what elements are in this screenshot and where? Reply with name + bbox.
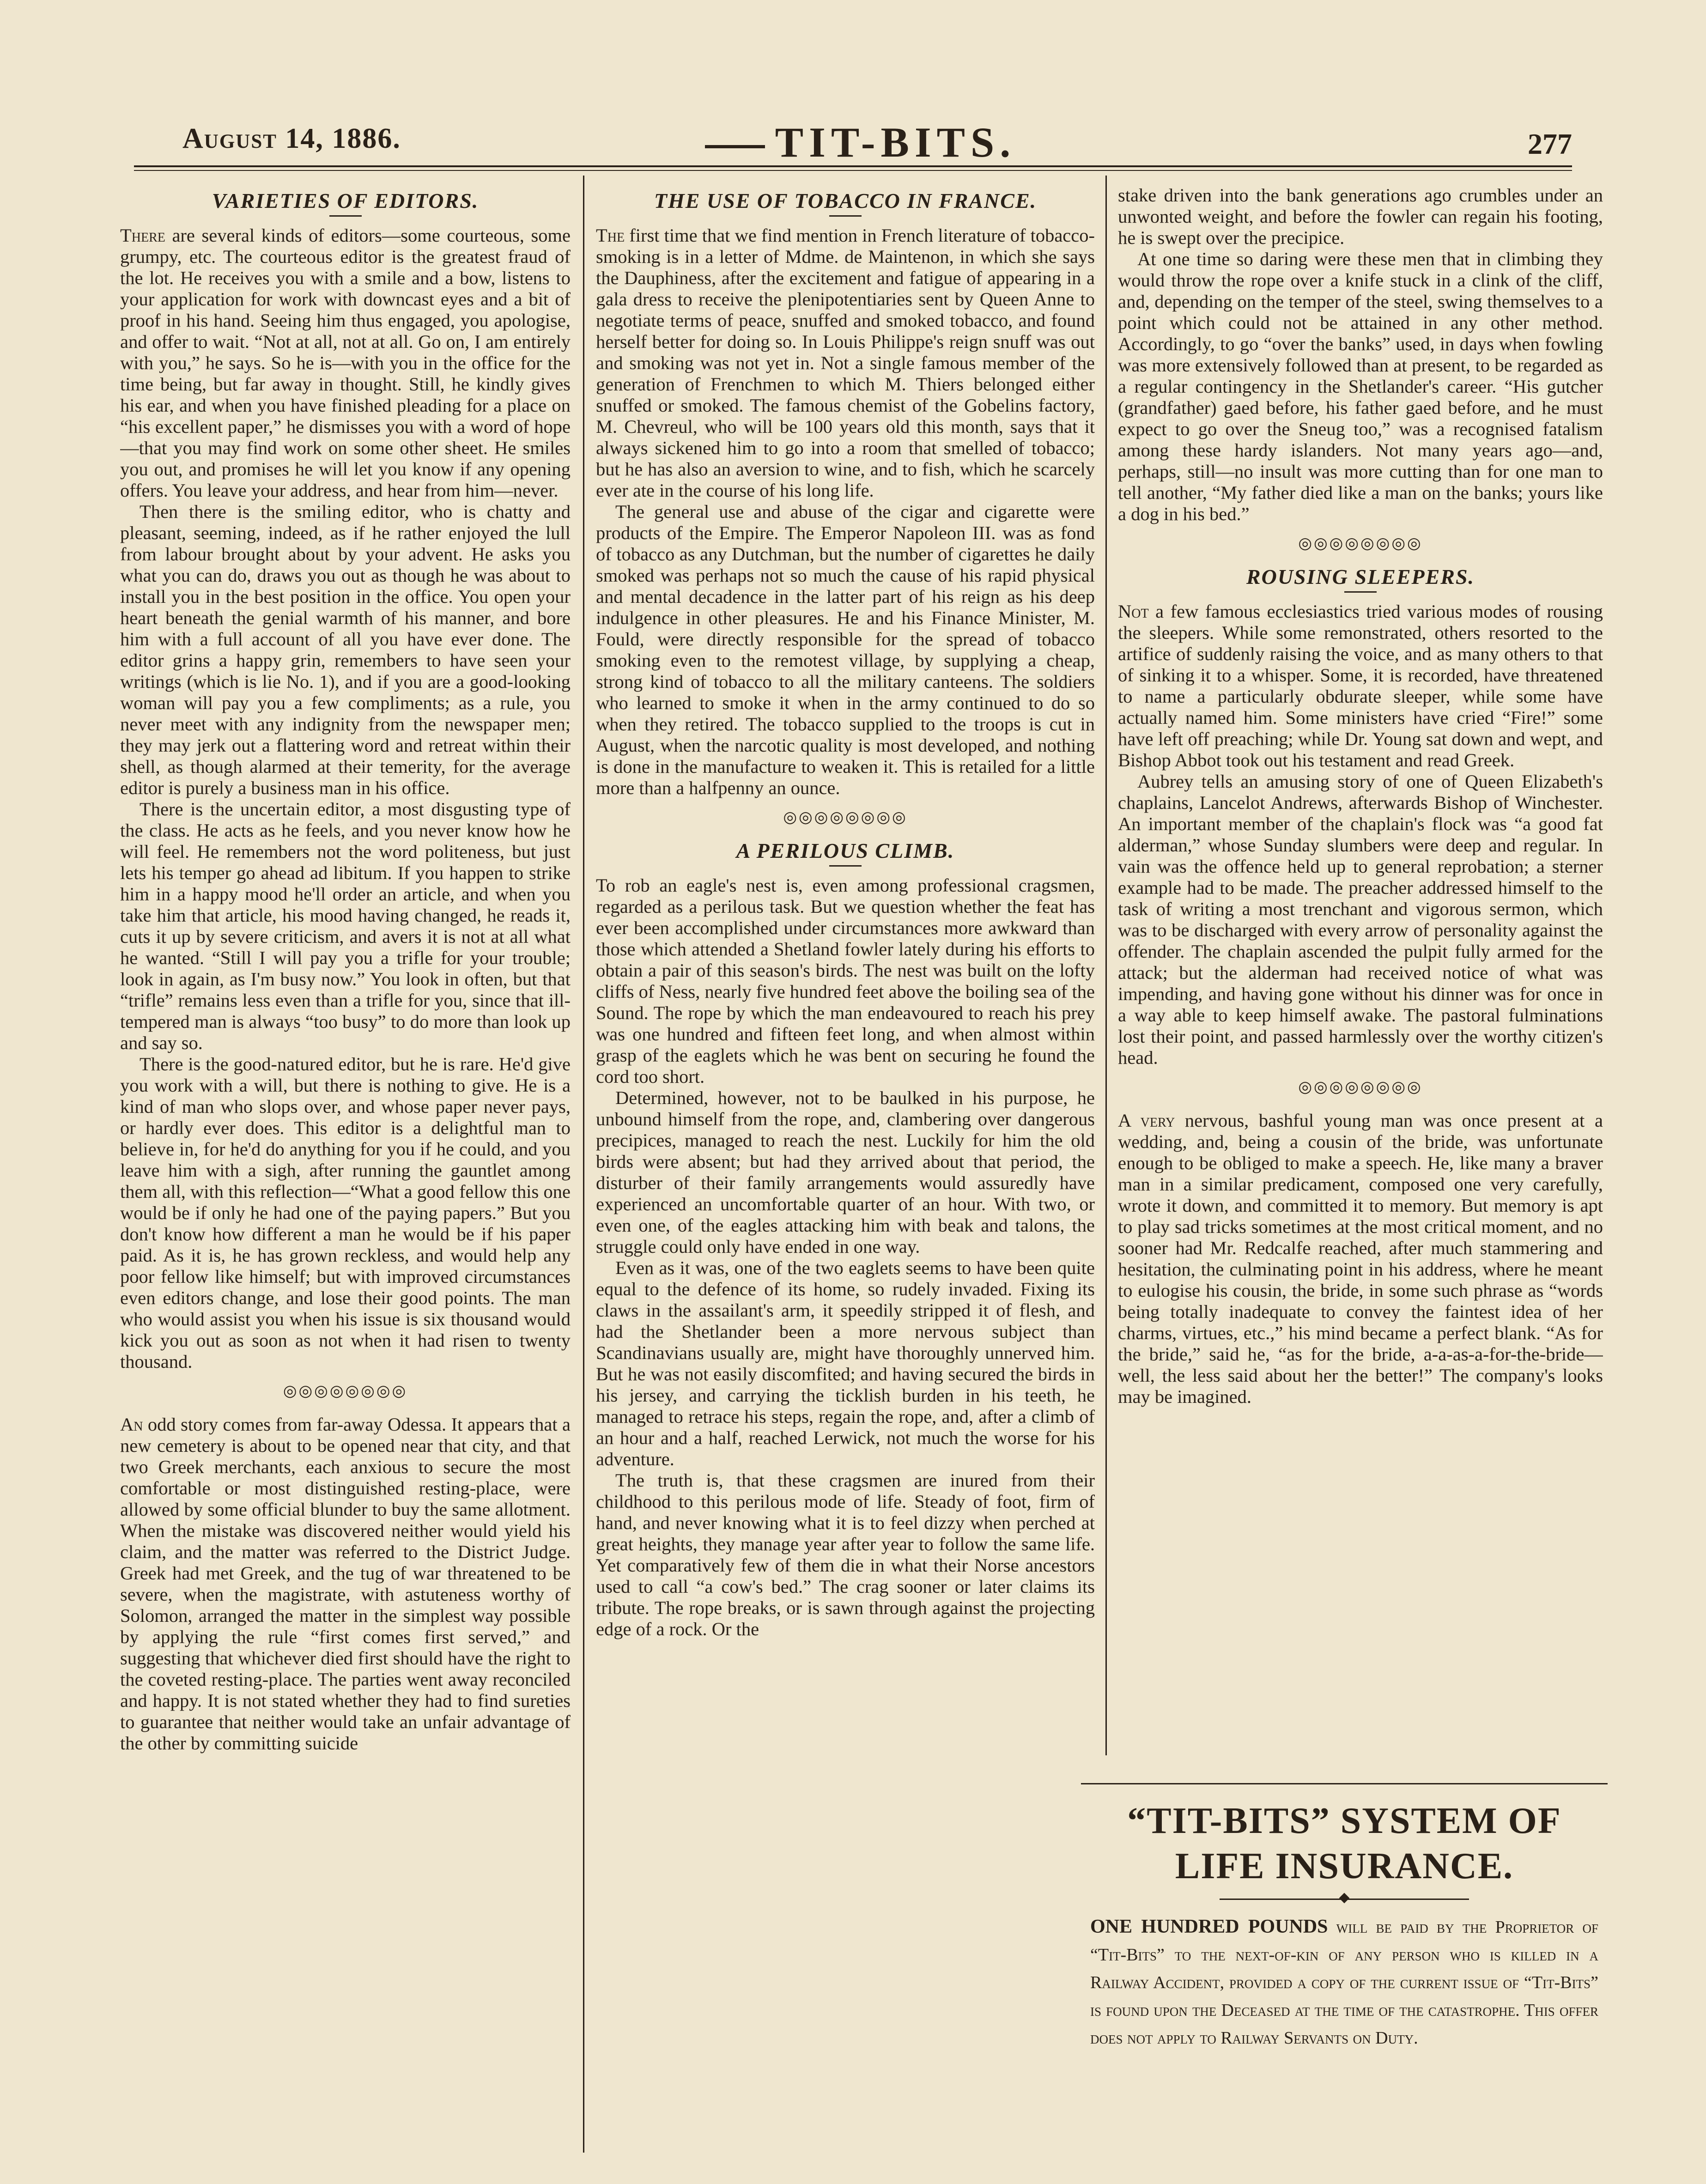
diamond-icon — [1339, 1893, 1350, 1904]
insurance-notice — [1081, 1783, 1608, 2157]
paragraph-text: odd story comes from far-away Odessa. It appears that a new cemetery is about to be opened near that city, and that two Greek merchants, each anxious to secure the most comfortable or most distinguished resting-place, were allowed by some official blunder to buy the same allotment. When the mistake was discovered neither would yield his claim, and the matter was referred to the District Judge. Greek had met Greek, and the tug of war threatened to be severe, when the magistrate, with astuteness worthy of Solomon, arranged the matter in the simplest way possible by applying the rule “first comes first served,” and suggesting that whichever died first should have the right to the coveted resting-place. The parties went away reconciled and happy. It is not stated whether they had to find sureties to guarantee that neither would take an unfair advantage of the other by committing suicide — [120, 1414, 571, 1753]
paragraph-text: nervous, bashful young man was once present at a wedding, and, being a cousin of the bride, was unfortunate enough to be obliged to make a speech. He, like many a braver man in a similar predicament, composed one very carefully, wrote it down, and committed it to memory. But memory is apt to play sad tricks sometimes at the most critical moment, and no sooner had Mr. Redcalfe reached, after much stammering and hesitation, the culminating point in his address, where he meant to eulogise his cousin, the bride, in some such phrase as “words being totally inadequate to convey the faintest idea of her charms, virtues, etc.,” his mind became a perfect blank. “As for the bride,” said he, “as for the bride, a-a-as-a-for-the-bride—well, the less said about her the better!” The company's looks may be imagined. — [1118, 1110, 1603, 1407]
diamond-rule — [1081, 1893, 1608, 1905]
article-paragraph: Even as it was, one of the two eaglets seems to have been quite equal to the defence of its home, so rudely invaded. Fixing its claws in the assailant's arm, it speedily stripped it of flesh, and had the Shetlander been a more nervous subject than Scandinavians usually are, might have thoroughly unnerved him. But he was not easily discomfited; and having secured the birds in his jersey, and carrying the ticklish burden in his teeth, he managed to retrace his steps, regain the rope, and, after a climb of an hour and a half, reached Lerwick, not much the worse for his adventure. — [596, 1257, 1095, 1469]
article-paragraph: Aubrey tells an amusing story of one of Queen Elizabeth's chaplains, Lancelot Andrews, afterwards Bishop of Winchester. An important member of the chaplain's flock was “a good fat alderman,” whose Sunday slumbers were deep and regular. In vain was the offence held up to general reprobation; a sterner example had to be made. The preacher addressed himself to the task of writing a most trenchant and vigorous sermon, which was to be discharged with every arrow of personality against the offender. The chaplain ascended the pulpit fully armed for the attack; but the alderman had received notice of what was impending, and having gone without his dinner was for once in a way able to keep himself awake. The pastoral fulminations lost their point, and passed harmlessly over the worthy citizen's head. — [1118, 771, 1603, 1068]
article-heading: ROUSING SLEEPERS. — [1246, 565, 1475, 588]
article-paragraph: To rob an eagle's nest is, even among professional cragsmen, regarded as a perilous task. But we question whether the feat has ever been accomplished under circumstances more awkward than those which attended a Shetland fowler lately during his efforts to obtain a pair of this season's birds. The nest was built on the lofty cliffs of Ness, nearly five hundred feet above the boiling sea of the Sound. The rope by which the man endeavoured to reach his prey was one hundred and fifteen feet long, and when almost within grasp of the eaglets which he was bent on securing he found the cord too short. — [596, 875, 1095, 1087]
article-heading: VARIETIES OF EDITORS. — [212, 189, 479, 212]
column-left — [120, 185, 571, 2139]
lead-word: A very — [1118, 1110, 1175, 1131]
ornament-divider: ◎◎◎◎◎◎◎◎ — [783, 809, 908, 826]
article-paragraph: Then there is the smiling editor, who is chatty and pleasant, seeming, indeed, as if he rather enjoyed the lull from labour brought about by your advent. He asks you what you can do, draws you out as though he was about to install you in the best position in the office. You open your heart beneath the genial warmth of his manner, and bore him with a full account of all you have ever done. The editor grins a happy grin, remembers to have seen your writings (which is lie No. 1), and if you are a good-looking woman will pay you a few compliments; as a rule, you never meet with any indignity from the newspaper men; they may jerk out a flattering word and retreat within their shell, as though alarmed at their temerity, for the average editor is purely a business man in his office. — [120, 501, 571, 798]
heading-rule — [329, 215, 362, 217]
lead-word: The — [596, 225, 625, 246]
paragraph-text: are several kinds of editors—some courteous, some grumpy, etc. The courteous editor is the greatest fraud of the lot. He receives you with a smile and a bow, listens to your application for work with downcast eyes and a bit of proof in his hand. Seeing him thus engaged, you apologise, and offer to wait. “Not at all, not at all. Go on, I am entirely with you,” he says. So he is—with you in the office for the time being, but far away in thought. Still, he kindly gives his ear, and when you have finished pleading for a place on “his excellent paper,” he dismisses you with a word of hope—that you may find work on some other sheet. He smiles you out, and promises he will let you know if any opening offers. You leave your address, and hear from him—never. — [120, 225, 571, 501]
article-heading: A PERILOUS CLIMB. — [736, 839, 955, 862]
masthead-dash-left — [705, 145, 765, 148]
article-heading: THE USE OF TOBACCO IN FRANCE. — [654, 189, 1037, 212]
article-paragraph: There is the good-natured editor, but he is rare. He'd give you work with a will, but there is nothing to give. He is a kind of man who slops over, and whose paper never pays, or hardly ever does. This editor is a delightful man to believe in, for he'd do anything for you if he could, and you leave him with a sigh, after running the gauntlet among them all, with this reflection—“What a good fellow this one would be if only he had one of the paying papers.” But you don't know how different a man he would be if his paper paid. As it is, he has grown reckless, and would help any poor fellow like himself; but with improved circumstances even editors change, and lose their good points. The man who would assist you when his issue is six thousand would kick you out as soon as not when it had risen to twenty thousand. — [120, 1054, 571, 1372]
issue-date: August 14, 1886. — [182, 123, 401, 154]
notice-title — [1081, 1798, 1608, 1889]
notice-title-line: LIFE INSURANCE. — [1175, 1846, 1514, 1887]
article-paragraph — [120, 225, 571, 501]
page-header — [139, 113, 1572, 164]
article-paragraph: At one time so daring were these men that in climbing they would throw the rope over a knife stuck in a clink of the cliff, and, depending on the temper of the steel, swing themselves to a point which could not be attained in any other method. Accordingly, to go “over the banks” used, in days when fowling was more extensively followed than at present, to be regarded as a regular contingency in the Shetlander's career. “His gutcher (grandfather) gaed before, his father gaed before, and he must expect to go over the Sneug too,” was a recognised fatalism among these hardy islanders. Not many years ago—and, perhaps, still—no insult was more cutting than for one man to tell another, “My father died like a man on the banks; yours like a dog in his bed.” — [1118, 249, 1603, 524]
heading-rule — [829, 865, 862, 867]
article-paragraph: stake driven into the bank generations ago crumbles under an unwonted weight, and before the fowler can regain his footing, he is swept over the precipice. — [1118, 185, 1603, 248]
header-rule — [134, 165, 1572, 167]
article-paragraph — [1118, 1110, 1603, 1407]
ornament-divider: ◎◎◎◎◎◎◎◎ — [283, 1383, 408, 1400]
paragraph-text: first time that we find mention in French literature of tobacco-smoking is in a letter of Mdme. de Maintenon, in which she says the Dauphiness, after the excitement and fatigue of appearing in a gala dress to receive the plenipotentiaries sent by Queen Anne to negotiate terms of peace, snuffed and smoked tobacco, and found herself better for doing so. In Louis Philippe's reign snuff was out and smoking was not yet in. Not a single famous member of the generation of Frenchmen to which M. Thiers belonged either snuffed or smoked. The famous chemist of the Gobelins factory, M. Chevreul, who will be 100 years old this month, says that it always sickened him to go into a room that smelled of tobacco; but he has also an aversion to wine, and to fish, which he scarcely ever ate in the course of his long life. — [596, 225, 1095, 501]
masthead-title: TIT-BITS. — [775, 119, 1016, 166]
lead-word: There — [120, 225, 165, 246]
ornament-divider: ◎◎◎◎◎◎◎◎ — [1298, 535, 1423, 552]
article-paragraph: The general use and abuse of the cigar and cigarette were products of the Empire. The Emperor Napoleon III. was as fond of tobacco as any Dutchman, but the number of cigarettes he daily smoked was perhaps not so much the cause of his rapid physical and mental decadence in the latter part of his reign as his deep indulgence in other pleasures. He and his Finance Minister, M. Fould, were directly responsible for the spread of tobacco smoking even to the remotest village, by supplying a cheap, strong kind of tobacco to all the military canteens. The soldiers who learned to smoke it when in the army continued to do so when they retired. The tobacco supplied to the troops is cut in August, when the narcotic quality is most developed, and nothing is done in the manufacture to weaken it. This is retailed for a little more than a halfpenny an ounce. — [596, 501, 1095, 798]
ornament-divider: ◎◎◎◎◎◎◎◎ — [1298, 1079, 1423, 1096]
header-rule-thin — [134, 170, 1572, 171]
lead-word: Not — [1118, 601, 1149, 622]
article-paragraph — [596, 225, 1095, 501]
notice-text — [1081, 1913, 1608, 2052]
notice-body: will be paid by the Proprietor of “Tit-Bits” to the next-of-kin of any person who is killed in a Railway Accident, provided a copy of the current issue of “Tit-Bits” is found upon the Deceased at the time of the catastrophe. This offer does not apply to Railway Servants on Duty. — [1090, 1917, 1599, 2048]
paragraph-text: a few famous ecclesiastics tried various modes of rousing the sleepers. While some remonstrated, others resorted to the artifice of suddenly raising the voice, and as many others to that of sinking it to a whisper. Some, it is recorded, have threatened to name a particularly obdurate sleeper, while some have actually named him. Some ministers have cried “Fire!” some have left off preaching; while Dr. Young sat down and wept, and Bishop Abbot took out his testament and read Greek. — [1118, 601, 1603, 770]
column-divider — [1105, 176, 1107, 1755]
notice-lead: ONE HUNDRED POUNDS — [1090, 1916, 1328, 1937]
lead-word: An — [120, 1414, 143, 1435]
column-divider — [583, 176, 584, 2153]
page-number: 277 — [1528, 127, 1572, 160]
column-right — [1118, 185, 1603, 1765]
article-paragraph: There is the uncertain editor, a most disgusting type of the class. He acts as he feels, and you never know how he will feel. He remembers not the word politeness, but just lets his temper go ahead ad libitum. If you happen to strike him in a happy mood he'll order an article, and when you take him that article, his mood having changed, he reads it, cuts it up by severe criticism, and avers it is not at all what he wanted. “Still I will pay you a trifle for your trouble; look in again, as I'm busy now.” You look in often, but that “trifle” remains less even than a trifle for you, since that ill-tempered man is always “too busy” to do more than look up and say so. — [120, 799, 571, 1053]
article-paragraph — [1118, 601, 1603, 771]
article-paragraph: The truth is, that these cragsmen are inured from their childhood to this perilous mode of life. Steady of foot, firm of hand, and never knowing what it is to feel dizzy when perched at great heights, they manage year after year to follow the same life. Yet comparatively few of them die in what their Norse ancestors used to call “a cow's bed.” The crag sooner or later claims its tribute. The rope breaks, or is sawn through against the projecting edge of a rock. Or the — [596, 1470, 1095, 1639]
article-paragraph: Determined, however, not to be baulked in his purpose, he unbound himself from the rope, and, clambering over dangerous precipices, managed to reach the nest. Luckily for him the old birds were absent; but had they arrived about that period, the disturber of their family arrangements would assuredly have experienced an uncomfortable quarter of an hour. With two, or even one, of the eagles attacking him with beak and talons, the struggle could only have ended in one way. — [596, 1087, 1095, 1257]
heading-rule — [1344, 591, 1377, 593]
notice-title-line: “TIT-BITS” SYSTEM OF — [1127, 1801, 1561, 1841]
masthead — [139, 118, 1572, 167]
article-paragraph — [120, 1414, 571, 1754]
notice-top-rule — [1081, 1783, 1608, 1784]
column-middle — [596, 185, 1095, 2139]
heading-rule — [829, 215, 862, 217]
